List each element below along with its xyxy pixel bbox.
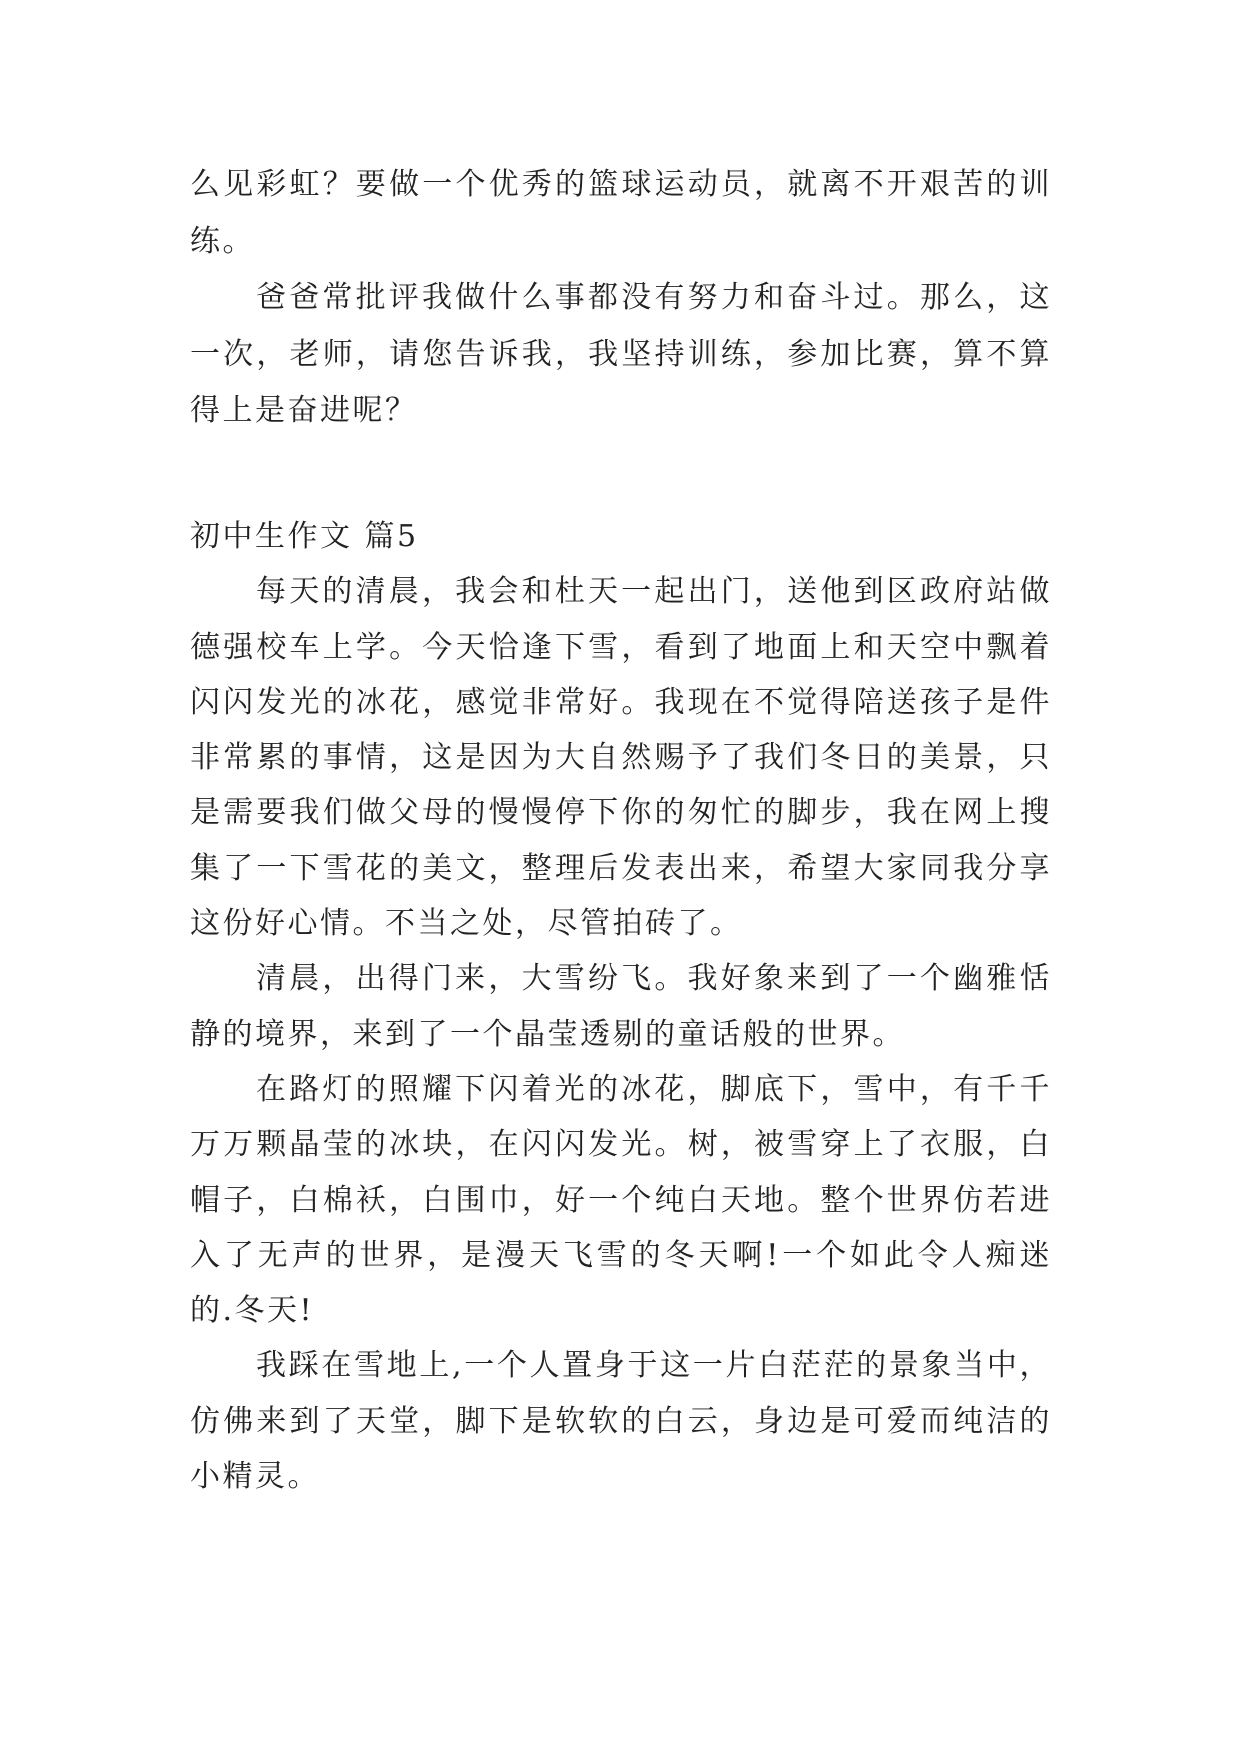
paragraph [190, 564, 1052, 951]
paragraph-line: 静的境界，来到了一个晶莹透剔的童话般的世界。 [190, 1016, 905, 1052]
paragraph [190, 157, 1052, 270]
paragraph-line: 小精灵。 [190, 1459, 320, 1495]
essay-section [190, 509, 1052, 1504]
previous-essay-ending [190, 157, 1052, 440]
paragraph [190, 270, 1052, 440]
paragraph-line: 在路灯的照耀下闪着光的冰花，脚底下，雪中，有千千 [256, 1071, 1052, 1107]
paragraph-line: 帽子，白棉袄，白围巾，好一个纯白天地。整个世界仿若进 [190, 1182, 1052, 1218]
paragraph-line: 爸爸常批评我做什么事都没有努力和奋斗过。那么，这 [256, 280, 1052, 315]
paragraph-line: 的.冬天! [190, 1293, 315, 1329]
paragraph [190, 1338, 1052, 1504]
paragraph-line: 非常累的事情，这是因为大自然赐予了我们冬日的美景，只 [190, 740, 1052, 776]
paragraph-line: 一次，老师，请您告诉我，我坚持训练，参加比赛，算不算 [190, 336, 1052, 372]
paragraph-line: 入了无声的世界，是漫天飞雪的冬天啊!一个如此令人痴迷 [190, 1237, 1052, 1273]
paragraph-line: 每天的清晨，我会和杜天一起出门，送他到区政府站做 [256, 574, 1052, 610]
paragraph-line: 这份好心情。不当之处，尽管拍砖了。 [190, 906, 743, 942]
paragraph-line: 德强校车上学。今天恰逢下雪，看到了地面上和天空中飘着 [190, 629, 1052, 665]
paragraph-line: 是需要我们做父母的慢慢停下你的匆忙的脚步，我在网上搜 [190, 795, 1052, 831]
paragraph [190, 1062, 1052, 1338]
paragraph-line: 我踩在雪地上,一个人置身于这一片白茫茫的景象当中， [256, 1348, 1052, 1384]
paragraph-line: 么见彩虹？要做一个优秀的篮球运动员，就离不开艰苦的训 [190, 167, 1052, 202]
paragraph-line: 得上是奋进呢？ [190, 393, 418, 428]
paragraph-line: 仿佛来到了天堂，脚下是软软的白云，身边是可爱而纯洁的 [190, 1403, 1052, 1439]
paragraph [190, 951, 1052, 1062]
paragraph-line: 清晨，出得门来，大雪纷飞。我好象来到了一个幽雅恬 [256, 961, 1052, 997]
paragraph-line: 练。 [190, 223, 255, 259]
section-heading: 初中生作文 篇5 [190, 519, 419, 554]
paragraph-line: 万万颗晶莹的冰块，在闪闪发光。树，被雪穿上了衣服，白 [190, 1127, 1052, 1163]
paragraph-line: 集了一下雪花的美文，整理后发表出来，希望大家同我分享 [190, 850, 1052, 886]
paragraph-line: 闪闪发光的冰花，感觉非常好。我现在不觉得陪送孩子是件 [190, 684, 1052, 720]
